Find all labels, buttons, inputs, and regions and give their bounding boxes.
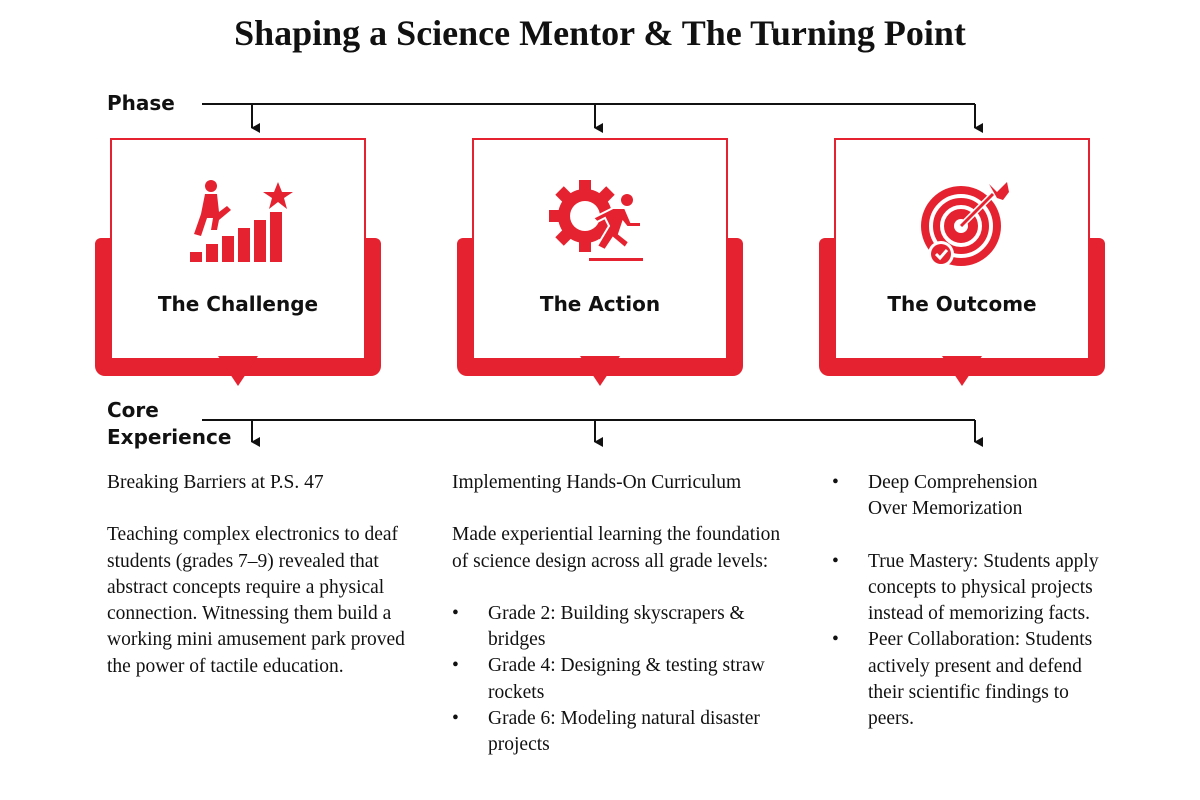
gear-runner-icon <box>535 178 665 268</box>
card-pointer <box>942 356 982 386</box>
phase-card-action <box>457 138 743 388</box>
outcome-bullet-list <box>832 470 1122 733</box>
core-label-line1: Core <box>107 398 159 422</box>
challenge-heading: Breaking Barriers at P.S. 47 <box>107 472 324 493</box>
action-body: Made experiential learning the foundation of science design across all grade levels: <box>452 524 781 572</box>
list-item: • Deep Comprehension Over Memorization <box>832 470 1078 523</box>
phase-title: The Action <box>539 292 661 316</box>
list-item: • Grade 2: Building skyscrapers & bridges <box>452 601 797 654</box>
action-heading: Implementing Hands-On Curriculum <box>452 472 742 493</box>
phase-label-text: Phase <box>107 91 175 115</box>
action-bullet-list <box>452 601 797 759</box>
core-experience-label <box>107 397 231 451</box>
page-title: Shaping a Science Mentor & The Turning Point <box>234 13 966 53</box>
list-item: • True Mastery: Students apply concepts to physical projects instead of memorizing facts. <box>832 549 1122 628</box>
challenge-text-column <box>107 470 407 680</box>
challenge-body: Teaching complex electronics to deaf students (grades 7–9) revealed that abstract concepts require a physical connection. Witnessing them build a working mini amusement park proved the power of tactile education. <box>107 524 405 677</box>
climbing-stairs-star-icon <box>173 178 303 268</box>
card-pointer <box>218 356 258 386</box>
core-connector <box>202 420 975 442</box>
list-item: • Grade 4: Designing & testing straw rockets <box>452 653 797 706</box>
phase-card-outcome <box>819 138 1105 388</box>
outcome-text-column <box>832 470 1122 733</box>
phase-card-challenge <box>95 138 381 388</box>
card-pointer <box>580 356 620 386</box>
target-arrow-check-icon <box>897 178 1027 268</box>
list-item: • Grade 6: Modeling natural disaster projects <box>452 706 797 759</box>
phase-title: The Outcome <box>887 292 1037 316</box>
list-spacer <box>832 523 1122 549</box>
phase-title: The Challenge <box>157 292 319 316</box>
phase-label <box>107 90 175 117</box>
core-label-line2: Experience <box>107 425 232 449</box>
list-item: • Peer Collaboration: Students actively present and defend their scientific findings to peers. <box>832 627 1118 732</box>
phase-connector <box>202 104 975 128</box>
action-text-column <box>452 470 797 759</box>
